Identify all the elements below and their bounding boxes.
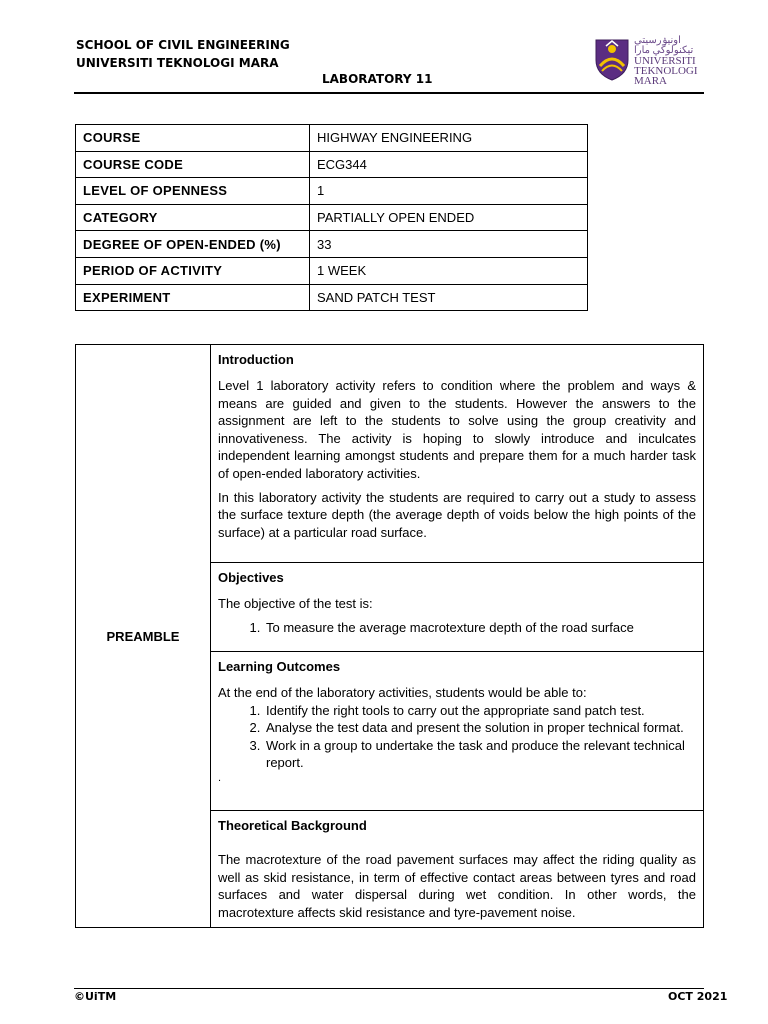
logo-text (634, 36, 706, 86)
preamble-table (75, 344, 704, 928)
info-key: PERIOD OF ACTIVITY (76, 257, 310, 284)
info-value: 1 (310, 178, 588, 205)
preamble-label: PREAMBLE (76, 345, 211, 928)
theoretical-background-cell (211, 811, 704, 928)
table-row (76, 257, 588, 284)
learning-outcomes-title: Learning Outcomes (218, 659, 341, 674)
introduction-title: Introduction (218, 352, 294, 367)
trailing-mark: . (218, 771, 222, 784)
info-key: LEVEL OF OPENNESS (76, 178, 310, 205)
info-value: PARTIALLY OPEN ENDED (310, 204, 588, 231)
footer-copyright: ©UiTM (74, 990, 117, 1003)
footer-rule (74, 988, 704, 989)
objectives-cell (211, 563, 704, 652)
info-value: 1 WEEK (310, 257, 588, 284)
info-value: HIGHWAY ENGINEERING (310, 125, 588, 152)
info-key: CATEGORY (76, 204, 310, 231)
table-row (76, 231, 588, 258)
introduction-paragraph-2: In this laboratory activity the students are required to carry out a study to assess the surface texture depth (the average depth of voids below the high points of the surface) at a particular road surface. (218, 489, 696, 540)
learning-outcomes-list (218, 702, 696, 772)
introduction-cell (211, 345, 704, 563)
header-rule (74, 92, 704, 94)
info-key: DEGREE OF OPEN-ENDED (%) (76, 231, 310, 258)
info-value: ECG344 (310, 151, 588, 178)
crest-icon (594, 38, 630, 82)
logo-line1: UNIVERSITI (634, 55, 696, 67)
university-name: UNIVERSITI TEKNOLOGI MARA (76, 56, 279, 70)
info-value: SAND PATCH TEST (310, 284, 588, 311)
school-name: SCHOOL OF CIVIL ENGINEERING (76, 38, 290, 52)
learning-outcomes-cell (211, 652, 704, 811)
learning-outcomes-lead: At the end of the laboratory activities, students would be able to: (218, 685, 587, 700)
objectives-list (218, 619, 696, 637)
uitm-logo (594, 35, 706, 87)
theoretical-background-paragraph: The macrotexture of the road pavement surfaces may affect the riding quality as well as skid resistance, in term of effective contact areas between tyres and road surfaces and water dispersal during wet condition. In other words, the macrotexture affects skid resistance and tyre-pavement noise. (218, 852, 696, 920)
objectives-lead: The objective of the test is: (218, 596, 373, 611)
info-key: COURSE CODE (76, 151, 310, 178)
list-item: 1. To measure the average macrotexture depth of the road surface (264, 619, 696, 637)
info-value: 33 (310, 231, 588, 258)
table-row (76, 204, 588, 231)
table-row (76, 178, 588, 205)
info-key: COURSE (76, 125, 310, 152)
list-item: 1. Identify the right tools to carry out the appropriate sand patch test. (264, 702, 696, 720)
footer-date: OCT 2021 (668, 990, 728, 1003)
table-row (76, 125, 588, 152)
laboratory-title: LABORATORY 11 (322, 72, 433, 86)
theoretical-background-title: Theoretical Background (218, 818, 367, 833)
objectives-title: Objectives (218, 570, 284, 585)
info-key: EXPERIMENT (76, 284, 310, 311)
course-info-table (75, 124, 588, 311)
logo-line3: MARA (634, 75, 668, 87)
list-item: 2. Analyse the test data and present the solution in proper technical format. (264, 719, 696, 737)
document-header (76, 36, 290, 72)
table-row (76, 151, 588, 178)
logo-jawi: اونيۏرسيتي تيكنولوڬي مارا (634, 35, 694, 56)
introduction-paragraph-1: Level 1 laboratory activity refers to condition where the problem and ways & means are guided and given to the students. However the answers to the assignment are left to the students to solve using the group creativity and innovativeness. The activity is hoping to slowly introduce and inculcates independent learning amongst students and prepare them for a much harder task of open-ended laboratory activities. (218, 378, 696, 481)
list-item: 3. Work in a group to undertake the task and produce the relevant technical report. (264, 737, 696, 772)
logo-line2: TEKNOLOGI (634, 65, 698, 77)
table-row (76, 284, 588, 311)
